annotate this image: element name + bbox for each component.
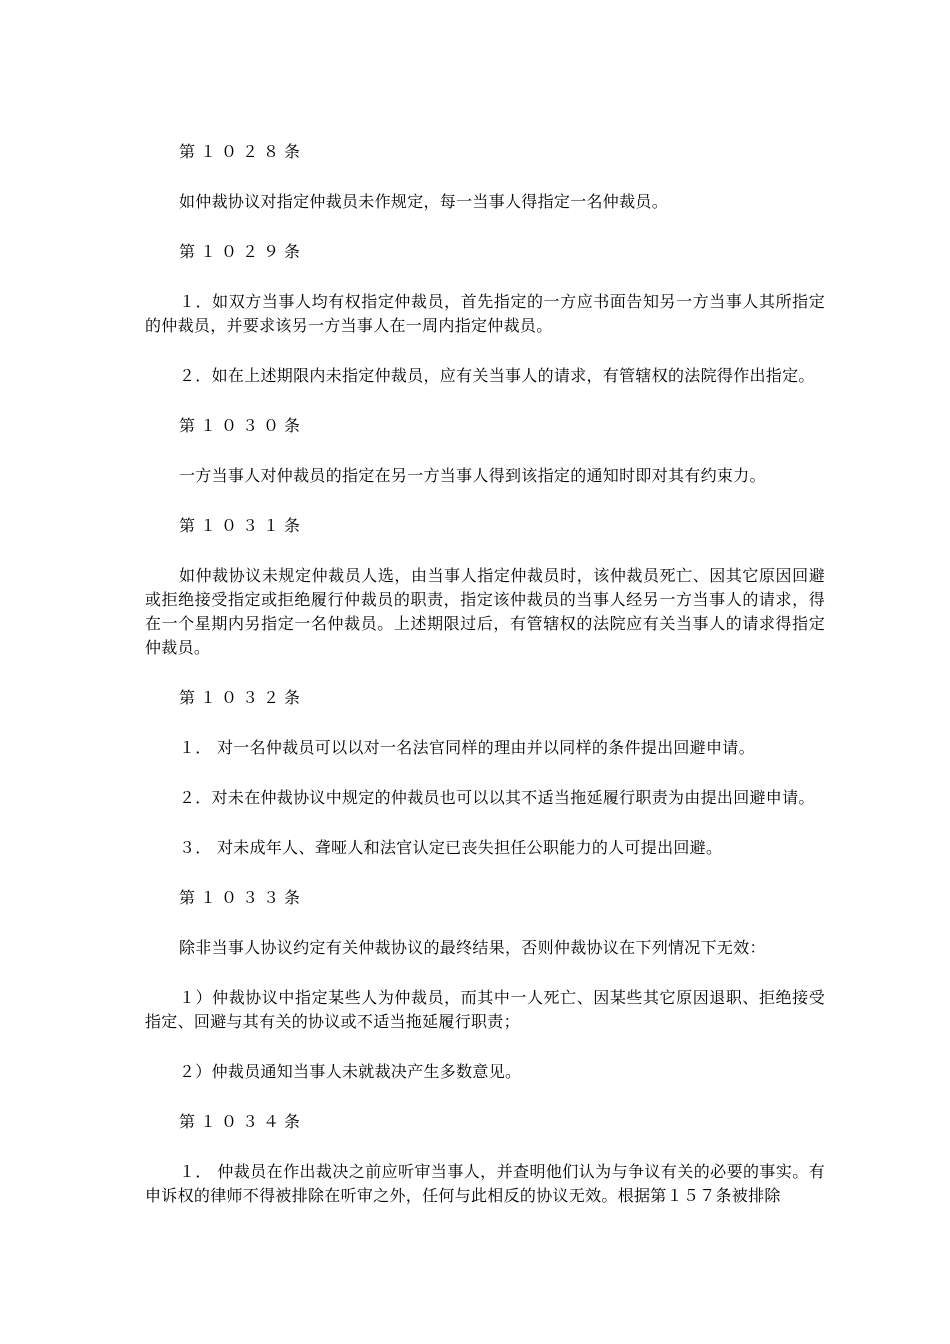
article-1030-text: 一方当事人对仲裁员的指定在另一方当事人得到该指定的通知时即对其有约束力。 [179, 466, 766, 485]
document-body [145, 140, 825, 1234]
article-heading-1030: 第１０３０条 [179, 416, 306, 435]
article-heading-1031: 第１０３１条 [179, 516, 306, 535]
article-1034-clause-1: １． 仲裁员在作出裁决之前应听审当事人，并查明他们认为与争议有关的必要的事实。有申诉权的律师不得被排除在听审之外，任何与此相反的协议无效。根据第１５７条被排除 [145, 1162, 825, 1205]
article-heading-1033: 第１０３３条 [179, 888, 306, 907]
article-1029-clause-1: １．如双方当事人均有权指定仲裁员，首先指定的一方应书面告知另一方当事人其所指定的仲裁员，并要求该另一方当事人在一周内指定仲裁员。 [145, 292, 825, 335]
article-heading-1028: 第１０２８条 [179, 142, 306, 161]
article-1032-clause-1: １． 对一名仲裁员可以以对一名法官同样的理由并以同样的条件提出回避申请。 [179, 738, 755, 757]
article-1032-clause-2: ２．对未在仲裁协议中规定的仲裁员也可以以其不适当拖延履行职责为由提出回避申请。 [179, 788, 815, 807]
article-heading-1029: 第１０２９条 [179, 242, 306, 261]
article-1028-text: 如仲裁协议对指定仲裁员未作规定，每一当事人得指定一名仲裁员。 [179, 192, 669, 211]
article-heading-1032: 第１０３２条 [179, 688, 306, 707]
article-1029-clause-2: ２．如在上述期限内未指定仲裁员，应有关当事人的请求，有管辖权的法院得作出指定。 [179, 366, 815, 385]
article-1032-clause-3: ３． 对未成年人、聋哑人和法官认定已丧失担任公职能力的人可提出回避。 [179, 838, 723, 857]
article-heading-1034: 第１０３４条 [179, 1112, 306, 1131]
article-1031-text: 如仲裁协议未规定仲裁员人选，由当事人指定仲裁员时，该仲裁员死亡、因其它原因回避或拒绝接受指定或拒绝履行仲裁员的职责，指定该仲裁员的当事人经另一方当事人的请求，得在一个星期内另指定一名仲裁员。上述期限过后，有管辖权的法院应有关当事人的请求得指定仲裁员。 [145, 566, 825, 657]
article-1033-item-2: ２）仲裁员通知当事人未就裁决产生多数意见。 [179, 1062, 522, 1081]
article-1033-text: 除非当事人协议约定有关仲裁协议的最终结果，否则仲裁协议在下列情况下无效： [179, 938, 766, 957]
article-1033-item-1: １）仲裁协议中指定某些人为仲裁员，而其中一人死亡、因某些其它原因退职、拒绝接受指定、回避与其有关的协议或不适当拖延履行职责； [145, 988, 825, 1031]
